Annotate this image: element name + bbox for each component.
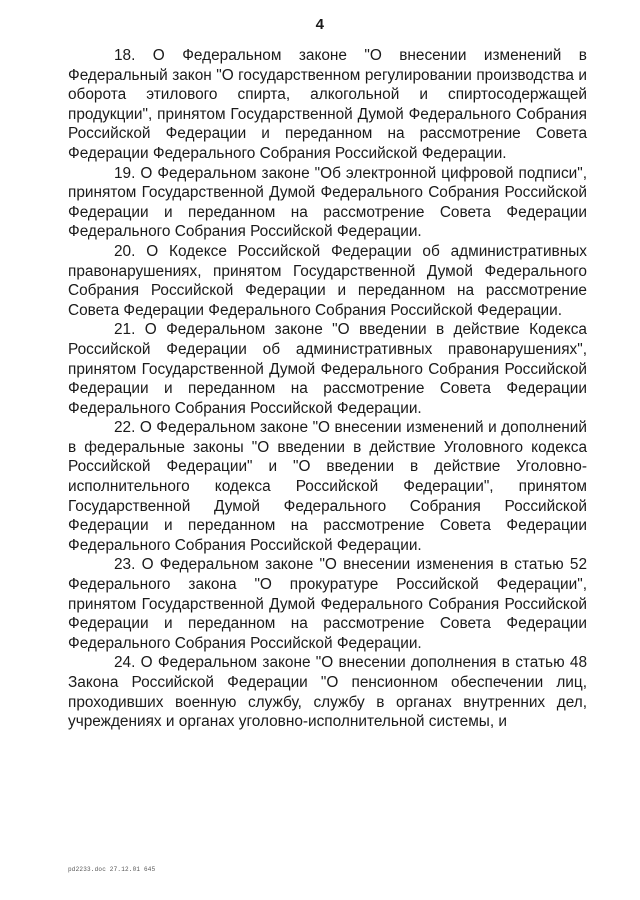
agenda-item-20: 20. О Кодексе Российской Федерации об административных правонарушениях, принятом Государственной Думой Федерального Собрания Российской Федерации и переданном на рассмотрение Совета Федерации Федерального Собрания Российской Федерации. — [68, 242, 587, 319]
agenda-item-18: 18. О Федеральном законе "О внесении изменений в Федеральный закон "О государственном регулировании производства и оборота этилового спирта, алкогольной и спиртосодержащей продукции", принятом Государственной Думой Федерального Собрания Российской Федерации и переданном на рассмотрение Совета Федерации Федерального Собрания Российской Федерации. — [68, 47, 587, 162]
file-stamp: pd2233.doc 27.12.01 645 — [68, 866, 156, 873]
agenda-item-19: 19. О Федеральном законе "Об электронной цифровой подписи", принятом Государственной Думой Федерального Собрания Российской Федерации и переданном на рассмотрение Совета Федерации Федерального Собрания Российской Федерации. — [68, 164, 587, 241]
agenda-list — [68, 46, 587, 732]
page-number: 4 — [315, 16, 325, 33]
agenda-item-22: 22. О Федеральном законе "О внесении изменений и дополнений в федеральные законы "О введении в действие Уголовного кодекса Российской Федерации" и "О введении в действие Уголовно-исполнительного кодекса Российской Федерации", принятом Государственной Думой Федерального Собрания Российской Федерации и переданном на рассмотрение Совета Федерации Федерального Собрания Российской Федерации. — [68, 419, 587, 554]
agenda-item-21: 21. О Федеральном законе "О введении в действие Кодекса Российской Федерации об административных правонарушениях", принятом Государственной Думой Федерального Собрания Российской Федерации и переданном на рассмотрение Совета Федерации Федерального Собрания Российской Федерации. — [68, 321, 587, 417]
agenda-item-23: 23. О Федеральном законе "О внесении изменения в статью 52 Федерального закона "О прокуратуре Российской Федерации", принятом Государственной Думой Федерального Собрания Российской Федерации и переданном на рассмотрение Совета Федерации Федерального Собрания Российской Федерации. — [68, 556, 587, 652]
agenda-item-24: 24. О Федеральном законе "О внесении дополнения в статью 48 Закона Российской Федерации "О пенсионном обеспечении лиц, проходивших военную службу, службу в органах внутренних дел, учреждениях и органах уголовно-исполнительной системы, и — [68, 654, 587, 731]
